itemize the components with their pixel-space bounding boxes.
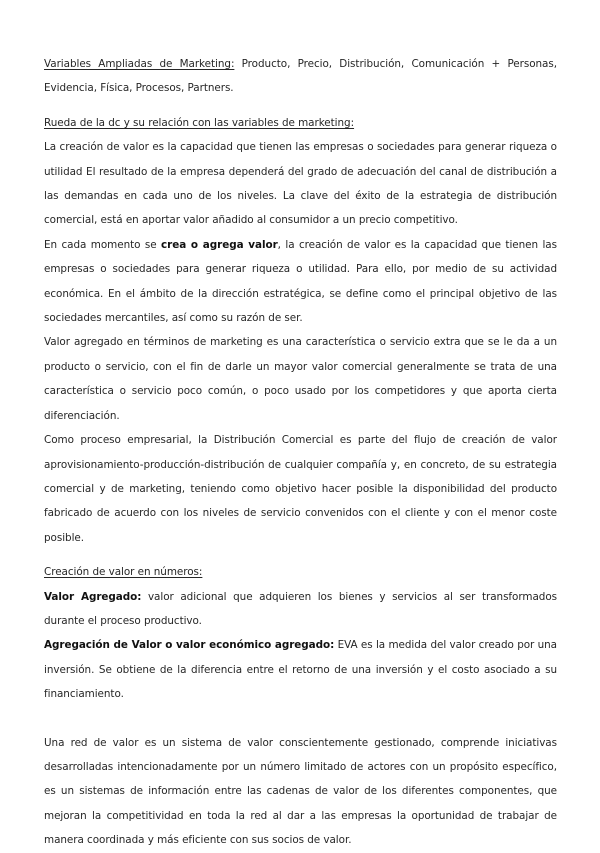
document-page bbox=[44, 52, 557, 853]
section1-paragraph-3: Valor agregado en términos de marketing es una característica o servicio extra que se le da a un producto o servicio, con el fin de darle un mayor valor comercial generalmente se trata de una característica o servicio poco común, o poco usado por los competidores y que aporta cierta diferenciación. bbox=[44, 336, 557, 422]
definition-term: Valor Agregado: bbox=[44, 590, 142, 603]
definition-term: Agregación de Valor o valor económico agregado: bbox=[44, 639, 335, 652]
definition-valor-agregado: Valor Agregado: valor adicional que adquieren los bienes y servicios al ser transformados durante el proceso productivo. bbox=[44, 590, 557, 627]
intro-heading: Variables Ampliadas de Marketing: bbox=[44, 58, 235, 70]
section2-heading: Creación de valor en números: bbox=[44, 566, 203, 579]
section1-paragraph-1: La creación de valor es la capacidad que tienen las empresas o sociedades para generar riqueza o utilidad El resultado de la empresa dependerá del grado de adecuación del canal de distribución a las demandas en cada uno de los niveles. La clave del éxito de la estrategia de distribución comercial, está en aportar valor añadido al consumidor a un precio competitivo. bbox=[44, 141, 557, 227]
section1-paragraph-2: En cada momento se crea o agrega valor, la creación de valor es la capacidad que tienen las empresas o sociedades para generar riqueza o utilidad. Para ello, por medio de su actividad económica. En el ámbito de la dirección estratégica, se define como el principal objetivo de las sociedades mercantiles, así como su razón de ser. bbox=[44, 238, 557, 325]
intro-text: Producto, Precio, Distribución, Comunicación + Personas, Evidencia, Física, Procesos, Partners. bbox=[44, 58, 557, 95]
section1-paragraph-4: Como proceso empresarial, la Distribución Comercial es parte del flujo de creación de valor aprovisionamiento-producción-distribución de cualquier compañía y, en concreto, de su estrategia comercial y de marketing, teniendo como objetivo hacer posible la disponibilidad del producto fabricado de acuerdo con los niveles de servicio convenidos con el cliente y con el menor coste posible. bbox=[44, 434, 557, 544]
definition-eva: Agregación de Valor o valor económico agregado: EVA es la medida del valor creado por una inversión. Se obtiene de la diferencia entre el retorno de una inversión y el costo asociado a su financiamiento. bbox=[44, 639, 558, 701]
intro-paragraph bbox=[44, 52, 557, 101]
closing-paragraph: Una red de valor es un sistema de valor conscientemente gestionado, comprende iniciativas desarrolladas intencionadamente por un número limitado de actores con un propósito específico, es un sistemas de información entre las cadenas de valor de los diferentes componentes, que mejoran la competitividad en toda la red al dar a las empresas la oportunidad de trabajar de manera coordinada y más eficiente con sus socios de valor. bbox=[44, 736, 557, 847]
section1-heading: Rueda de la dc y su relación con las variables de marketing: bbox=[44, 116, 355, 129]
bold-phrase: crea o agrega valor bbox=[161, 238, 278, 251]
